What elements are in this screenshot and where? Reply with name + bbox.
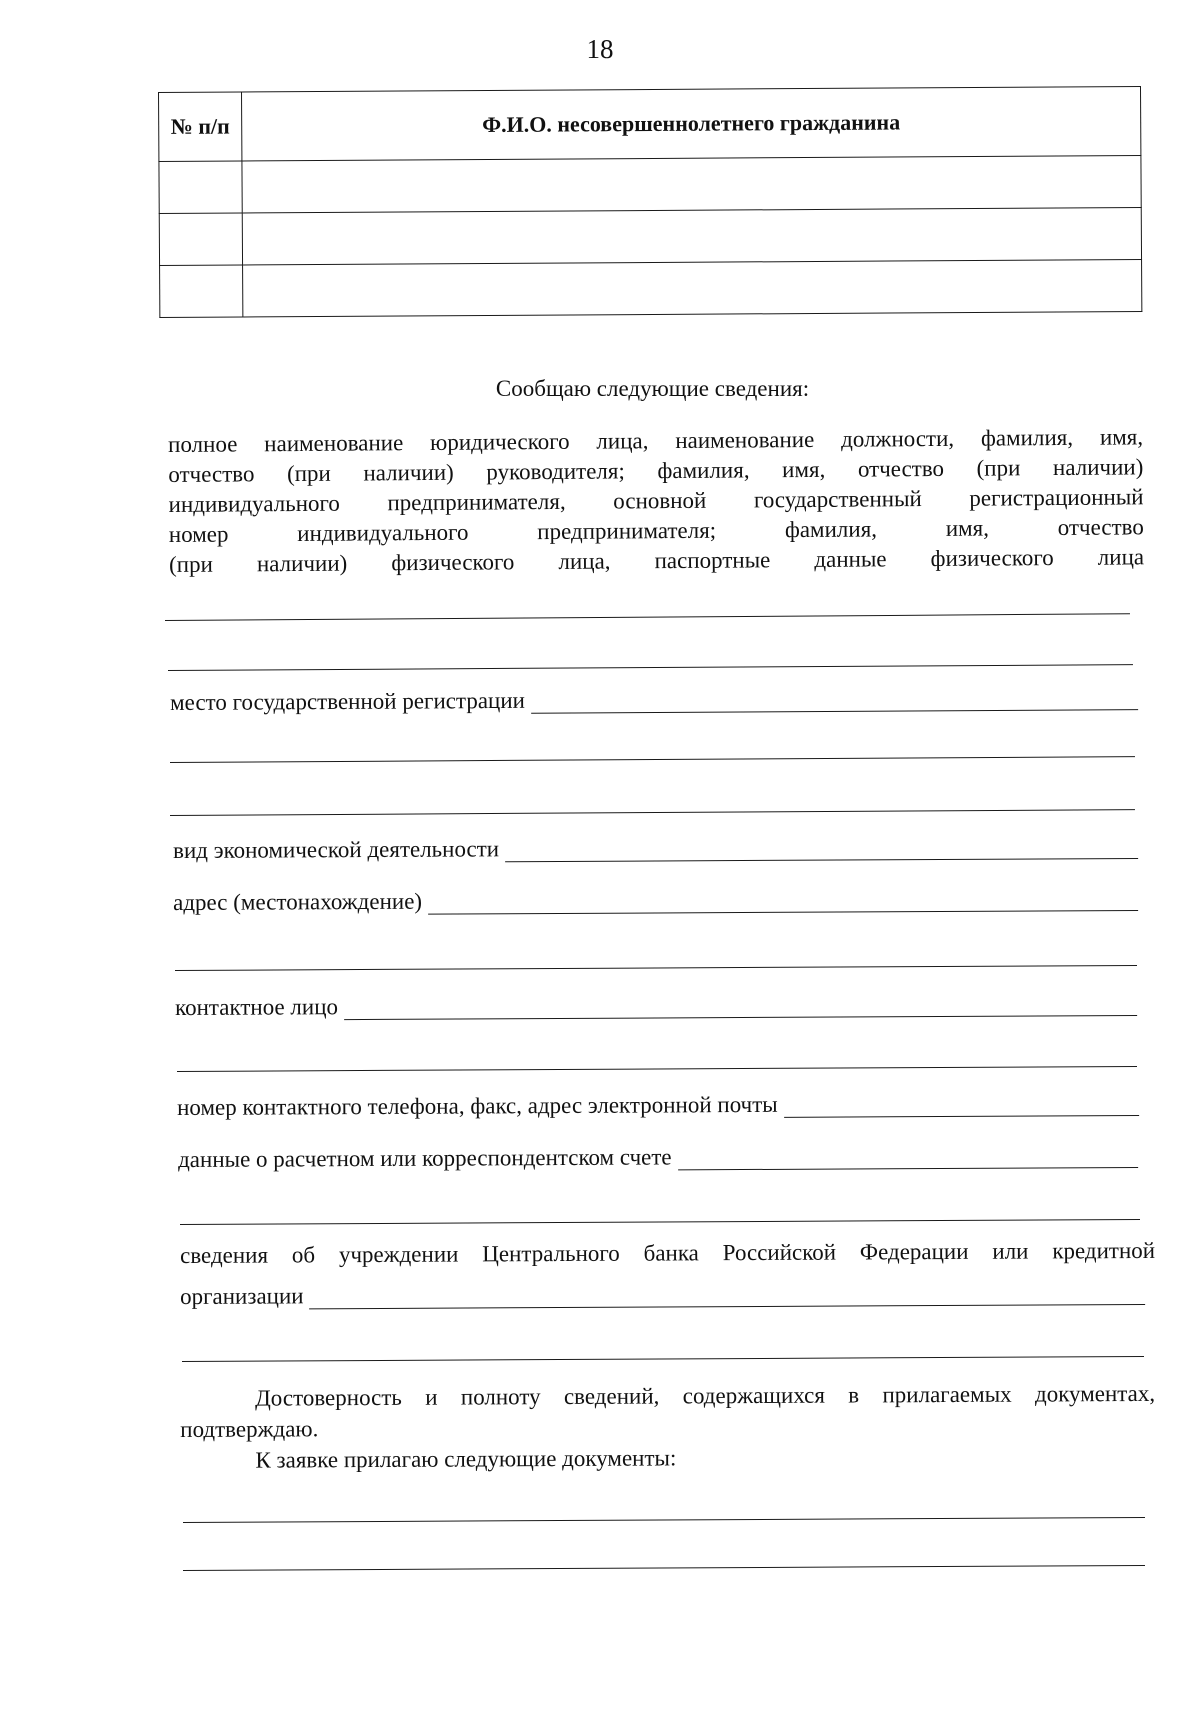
- blank-line[interactable]: [177, 1066, 1137, 1072]
- blank-line[interactable]: [180, 1219, 1140, 1225]
- col-header-name: Ф.И.О. несовершеннолетнего гражданина: [242, 86, 1141, 160]
- bank-info-line1: [180, 1238, 1155, 1269]
- registration-place-field[interactable]: [170, 684, 1138, 716]
- table-row: [159, 207, 1141, 265]
- bank-info-label-2: организации: [180, 1283, 304, 1309]
- table-cell[interactable]: [243, 259, 1142, 316]
- confirmation-line: подтверждаю.: [180, 1416, 319, 1442]
- account-label: данные о расчетном или корреспондентском счете: [178, 1144, 672, 1172]
- table-cell[interactable]: [159, 161, 242, 214]
- page-number: 18: [586, 34, 614, 64]
- economic-activity-label: вид экономической деятельности: [173, 836, 500, 863]
- table-header-row: [159, 86, 1141, 161]
- minors-table: [158, 86, 1142, 318]
- registration-place-label: место государственной регистрации: [170, 687, 525, 715]
- table-row: [160, 259, 1142, 317]
- table-row: [159, 155, 1141, 213]
- intro-line: (при наличии) физического лица, паспортные данные физического лица: [168, 544, 1145, 577]
- address-field[interactable]: [173, 885, 1138, 916]
- contacts-field[interactable]: [177, 1090, 1139, 1121]
- confirmation-line: Достоверность и полноту сведений, содержащихся в прилагаемых документах,: [255, 1380, 1156, 1411]
- confirmation-block: [180, 1378, 1155, 1476]
- intro-line: полное наименование юридического лица, наименование должности, фамилия, имя,: [168, 424, 1144, 457]
- blank-line[interactable]: [170, 756, 1135, 763]
- contact-person-label: контактное лицо: [175, 994, 339, 1020]
- table-cell[interactable]: [242, 155, 1141, 212]
- intro-line: номер индивидуального предпринимателя; фамилия, имя, отчество: [168, 514, 1144, 547]
- section-heading: Сообщаю следующие сведения:: [495, 376, 810, 401]
- bank-info-field[interactable]: [180, 1279, 1145, 1310]
- address-label: адрес (местонахождение): [173, 888, 423, 915]
- contacts-label: номер контактного телефона, факс, адрес электронной почты: [177, 1091, 778, 1120]
- table-cell[interactable]: [159, 213, 242, 266]
- account-field[interactable]: [178, 1142, 1138, 1173]
- col-header-number: № п/п: [159, 92, 242, 162]
- blank-line[interactable]: [175, 965, 1137, 971]
- blank-line[interactable]: [183, 1517, 1145, 1523]
- blank-line[interactable]: [182, 1356, 1144, 1362]
- table-cell[interactable]: [242, 207, 1141, 264]
- intro-line: индивидуального предпринимателя, основной государственный регистрационный: [168, 484, 1144, 517]
- bank-info-label-1: сведения об учреждении Центрального банка Российской Федерации или кредитной: [180, 1237, 1156, 1268]
- contact-person-field[interactable]: [175, 990, 1137, 1021]
- economic-activity-field[interactable]: [173, 833, 1138, 864]
- attachments-label: К заявке прилагаю следующие документы:: [255, 1445, 677, 1473]
- blank-line[interactable]: [168, 664, 1133, 671]
- blank-line[interactable]: [165, 613, 1130, 621]
- table-cell[interactable]: [160, 265, 243, 318]
- blank-line[interactable]: [183, 1565, 1145, 1571]
- intro-paragraph: [168, 422, 1144, 580]
- blank-line[interactable]: [170, 809, 1135, 816]
- intro-line: отчество (при наличии) руководителя; фамилия, имя, отчество (при наличии): [168, 454, 1144, 487]
